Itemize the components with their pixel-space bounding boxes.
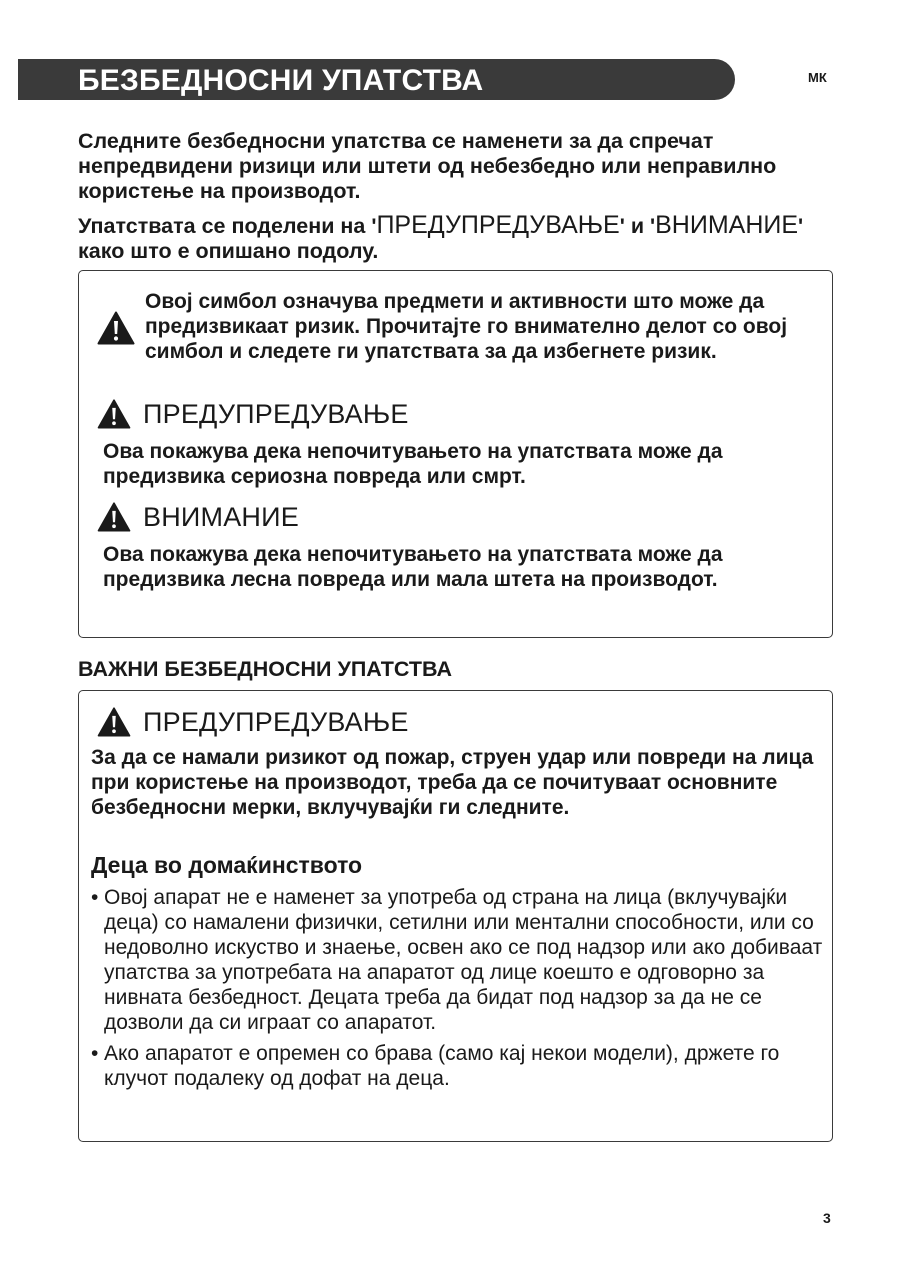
caution-signal-word xyxy=(97,500,299,534)
warning-label: ПРЕДУПРЕДУВАЊЕ xyxy=(143,398,409,429)
list-item-text: Овој апарат не е наменет за употреба од страна на лица (вклучувајќи деца) со намалени физички, сетилни или ментални способности, или со недоволно искуство и знаење, освен ако се под надзор или ако добиваат упатства за употребата на апаратот од лице коешто е одговорно за нивната безбедност. Децата треба да бидат под надзор за да не се дозволи да си играат со апаратот. xyxy=(104,886,823,1034)
intro-paragraph: Следните безбедносни упатства се наменети за да спречат непредвидени ризици или штети од небезбедно или неправилно користење на производот. xyxy=(78,129,777,203)
important-intro-text: За да се намали ризикот од пожар, струен удар или повреди на лица при користење на производот, треба да се почитуваат основните безбедносни мерки, вклучувајќи ги следните. xyxy=(91,746,814,819)
symbol-explanation-text: Овој симбол означува предмети и активности што може да предизвикаат ризик. Прочитајте го внимателно делот со овој симбол и следете ги упатствата за да избегнете ризик. xyxy=(145,290,788,363)
intro-text-start: Упатствата се поделени на ' xyxy=(78,214,377,238)
intro-text-mid: ' и ' xyxy=(619,214,656,238)
page-number: 3 xyxy=(823,1210,831,1226)
intro-text-end: ' како што е опишано подолу. xyxy=(78,214,804,263)
subsection-heading: Деца во домаќинството xyxy=(91,852,363,878)
caution-description: Ова покажува дека непочитувањето на упатствата може да предизвика лесна повреда или мала штета на производот. xyxy=(103,543,723,591)
warning-triangle-icon xyxy=(97,399,131,429)
list-item-text: Ако апаратот е опремен со брава (само кај некои модели), држете го клучот подалеку од дофат на деца. xyxy=(104,1042,780,1090)
intro-block xyxy=(78,129,838,264)
caution-label: ВНИМАНИЕ xyxy=(143,501,299,532)
page-title: БЕЗБЕДНОСНИ УПАТСТВА xyxy=(78,64,484,97)
bullet-icon: • xyxy=(91,886,99,909)
warning-label: ПРЕДУПРЕДУВАЊЕ xyxy=(143,706,409,737)
warning-triangle-icon xyxy=(97,707,131,737)
bullet-icon: • xyxy=(91,1042,99,1065)
warning-triangle-icon xyxy=(97,311,135,345)
list-item xyxy=(91,1041,826,1091)
intro-warning-term: ПРЕДУПРЕДУВАЊЕ xyxy=(376,211,620,239)
safety-legend-box xyxy=(78,270,833,638)
bullet-list xyxy=(91,885,826,1097)
language-code: МК xyxy=(808,70,827,85)
section-title: ВАЖНИ БЕЗБЕДНОСНИ УПАТСТВА xyxy=(78,657,452,681)
intro-levels-paragraph xyxy=(78,213,838,264)
important-safety-box xyxy=(78,690,833,1142)
list-item xyxy=(91,885,826,1035)
symbol-explanation xyxy=(97,289,817,364)
warning-description: Ова покажува дека непочитувањето на упатствата може да предизвика сериозна повреда или смрт. xyxy=(103,440,723,488)
warning-signal-word xyxy=(97,705,409,739)
warning-triangle-icon xyxy=(97,502,131,532)
intro-caution-term: ВНИМАНИЕ xyxy=(655,211,799,239)
warning-signal-word xyxy=(97,397,409,431)
